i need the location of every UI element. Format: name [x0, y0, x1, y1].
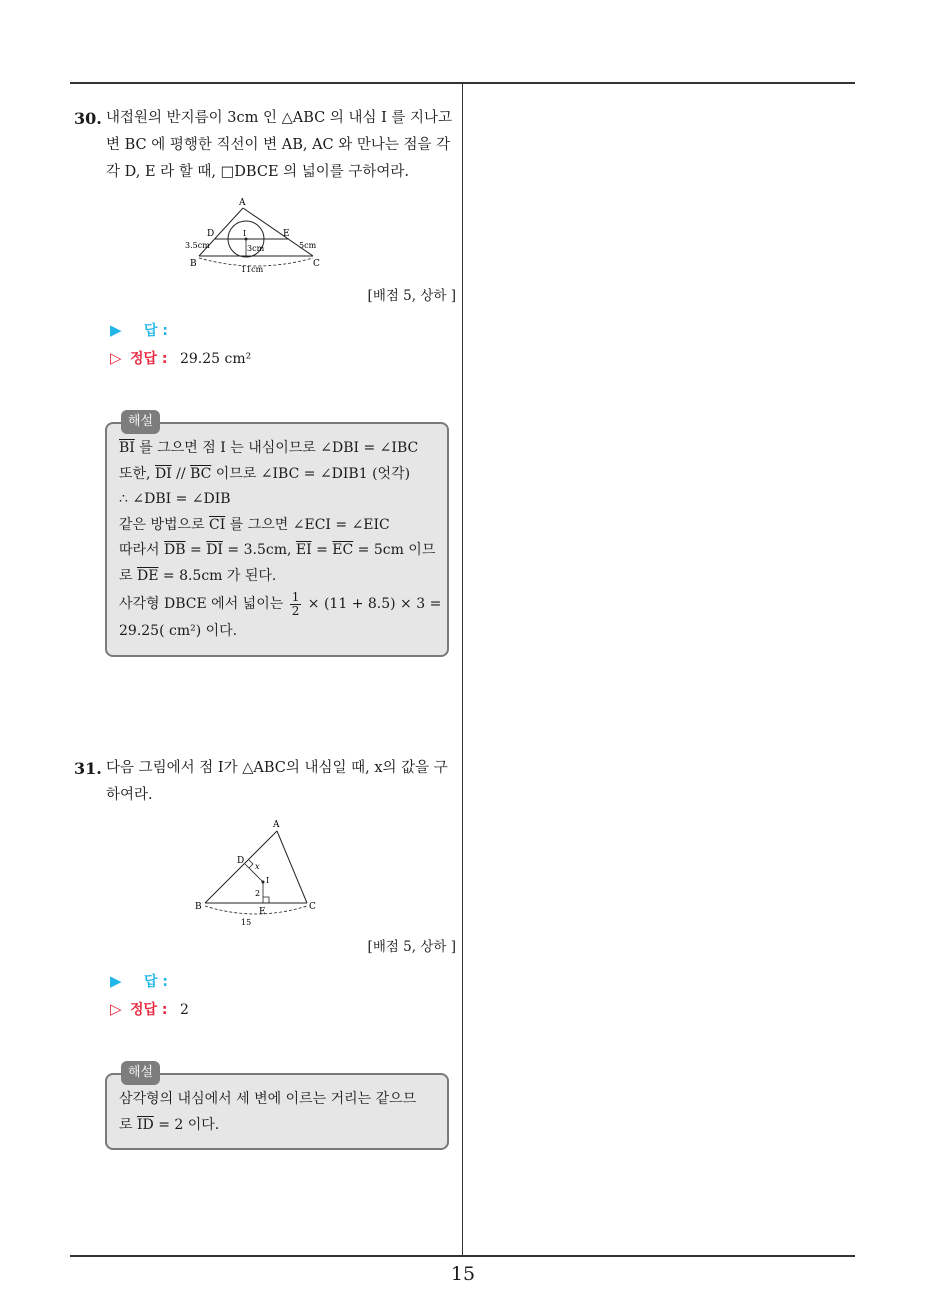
solution-line [119, 538, 435, 564]
question-text: 내접원의 반지름이 3cm 인 △ABC 의 내심 I 를 지나고 변 BC 에 평행한 직선이 변 AB, AC 와 만나는 점을 각각 D, E 라 할 때, □DBCE 의 넓이를 구하여라. [106, 110, 453, 180]
correct-value: 29.25 cm² [179, 351, 252, 367]
label-C: C [313, 259, 320, 269]
correct-answer-line [110, 344, 456, 372]
numerator: 1 [291, 589, 300, 604]
correct-label: 정답 : [130, 1002, 168, 1018]
answer-label: 답 : [144, 974, 168, 990]
solution-box [105, 414, 449, 657]
play-icon: ▶ [110, 972, 122, 990]
segment: $\overline{CI}$ [209, 516, 226, 533]
segment: $\overline{DE}$ [136, 567, 159, 584]
solution-line: ∴ ∠DBI = ∠DIB [119, 491, 231, 507]
correct-label: 정답 : [130, 351, 168, 367]
segment: $\overline{BI}$ [119, 440, 135, 456]
denominator: 2 [291, 603, 300, 618]
question-number: 30. [74, 109, 102, 128]
problem-30 [74, 105, 456, 657]
label-x: x [255, 862, 260, 871]
solution-line [119, 589, 442, 619]
label-B: B [190, 259, 197, 269]
label-base: 15 [241, 918, 252, 927]
column-divider [462, 83, 463, 1256]
solution-line [119, 436, 435, 462]
solution-line [119, 564, 435, 590]
label-left-side: 3.5cm [185, 241, 210, 250]
text: = 5cm 이므 [353, 542, 436, 558]
problem-31 [74, 755, 456, 1150]
label-I: I [266, 876, 270, 885]
text: 사각형 DBCE 에서 넓이는 [119, 596, 288, 612]
solution-tag: 해설 [121, 410, 160, 434]
text: 이므로 ∠IBC = ∠DIB1 (엇각) [211, 465, 411, 482]
label-A: A [273, 820, 280, 830]
solution-line: 삼각형의 내심에서 세 변에 이르는 거리는 같으므 [119, 1091, 417, 1107]
text: = [185, 542, 207, 558]
text: 같은 방법으로 [119, 516, 210, 533]
correct-value: 2 [179, 1002, 189, 1018]
correct-answer-line [110, 995, 456, 1023]
solution-tag: 해설 [121, 1061, 160, 1085]
segment: $\overline{ID}$ [136, 1116, 154, 1133]
answer-line [110, 967, 456, 995]
outline-arrow-icon: ▷ [110, 349, 122, 367]
solution-line [119, 462, 435, 488]
score: [배점 5, 상하 ] [367, 288, 456, 304]
fraction [290, 591, 302, 618]
label-radius: 3cm [247, 244, 265, 253]
outline-arrow-icon: ▷ [110, 1000, 122, 1018]
text: // [171, 465, 191, 482]
text: × (11 + 8.5) × 3 = [303, 596, 442, 612]
text: = 3.5cm, [222, 542, 296, 558]
text: 따라서 [119, 542, 165, 558]
answer-label: 답 : [144, 323, 168, 339]
triangle-figure [185, 196, 345, 278]
solution-line [119, 513, 435, 539]
bottom-rule [70, 1255, 855, 1257]
text: 또한, [119, 465, 155, 482]
segment: $\overline{EC}$ [332, 542, 354, 558]
segment: $\overline{BC}$ [190, 465, 212, 482]
question [74, 755, 456, 809]
page-number: 15 [450, 1263, 476, 1285]
solution-box [105, 1065, 449, 1150]
solution-line: 29.25( cm²) 이다. [119, 623, 238, 639]
label-D: D [237, 856, 245, 866]
text: = 8.5cm 가 된다. [158, 567, 277, 584]
text: 를 그으면 점 I 는 내심이므로 ∠DBI = ∠IBC [134, 440, 419, 456]
segment: $\overline{DB}$ [164, 542, 186, 558]
label-D: D [207, 229, 215, 239]
label-E: E [283, 229, 290, 239]
label-C: C [309, 902, 316, 912]
label-base: 11cm [241, 265, 264, 274]
play-icon: ▶ [110, 321, 122, 339]
label-right-side: 5cm [299, 241, 317, 250]
question [74, 105, 456, 186]
score: [배점 5, 상하 ] [367, 939, 456, 955]
text: 로 [119, 567, 137, 584]
label-A: A [239, 198, 246, 208]
text: = [311, 542, 333, 558]
text: 를 그으면 ∠ECI = ∠EIC [225, 516, 390, 533]
solution-line [119, 1113, 435, 1139]
label-B: B [195, 902, 202, 912]
label-I: I [243, 229, 247, 238]
answer-line [110, 316, 456, 344]
segment: $\overline{DI}$ [154, 465, 172, 482]
segment: $\overline{EI}$ [295, 542, 312, 558]
text: 로 [119, 1116, 137, 1133]
question-number: 31. [74, 759, 102, 778]
label-E: E [259, 907, 266, 917]
segment: $\overline{DI}$ [206, 542, 223, 558]
triangle-figure [195, 819, 335, 929]
label-ie: 2 [255, 889, 261, 898]
text: = 2 이다. [153, 1116, 220, 1133]
question-text: 다음 그림에서 점 I가 △ABC의 내심일 때, x의 값을 구하여라. [106, 760, 448, 803]
